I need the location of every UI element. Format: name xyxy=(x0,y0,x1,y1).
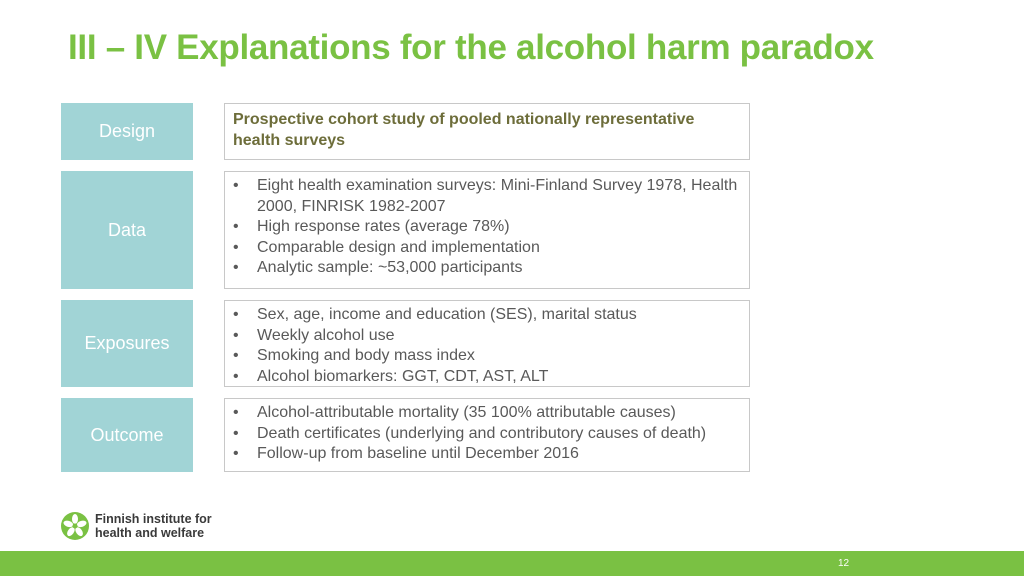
outcome-bullet-list xyxy=(225,399,749,465)
exposures-bullet-list xyxy=(225,301,749,387)
logo-line1: Finnish institute xyxy=(95,512,195,526)
list-item: • Analytic sample: ~53,000 participants xyxy=(257,258,741,279)
logo-line1-end: for xyxy=(195,512,212,526)
exposures-content xyxy=(224,300,750,387)
logo-line2: health and welfa xyxy=(95,526,193,540)
flower-icon xyxy=(60,511,90,541)
label-design: Design xyxy=(61,103,193,160)
list-item: • Follow-up from baseline until December 2016 xyxy=(257,444,741,465)
logo-text xyxy=(95,512,212,540)
design-content: Prospective cohort study of pooled nationally representative health surveys xyxy=(224,103,750,160)
list-item: • Death certificates (underlying and contributory causes of death) xyxy=(257,424,741,445)
page-number: 12 xyxy=(838,558,850,569)
label-exposures: Exposures xyxy=(61,300,193,387)
footer-bar xyxy=(0,551,1024,576)
outcome-content xyxy=(224,398,750,472)
list-item: • High response rates (average 78%) xyxy=(257,217,741,238)
institute-logo xyxy=(60,511,212,541)
list-item: • Smoking and body mass index xyxy=(257,346,741,367)
list-item: • Eight health examination surveys: Mini-Finland Survey 1978, Health 2000, FINRISK 1982-2007 xyxy=(257,176,741,217)
slide-title: III – IV Explanations for the alcohol harm paradox xyxy=(68,28,874,67)
list-item: • Weekly alcohol use xyxy=(257,326,741,347)
label-data: Data xyxy=(61,171,193,289)
label-outcome: Outcome xyxy=(61,398,193,472)
list-item: • Alcohol-attributable mortality (35 100% attributable causes) xyxy=(257,403,741,424)
list-item: • Sex, age, income and education (SES), marital status xyxy=(257,305,741,326)
data-bullet-list xyxy=(225,172,749,279)
list-item: • Comparable design and implementation xyxy=(257,238,741,259)
data-content xyxy=(224,171,750,289)
list-item: • Alcohol biomarkers: GGT, CDT, AST, ALT xyxy=(257,367,741,388)
logo-line2-end: re xyxy=(192,526,205,540)
